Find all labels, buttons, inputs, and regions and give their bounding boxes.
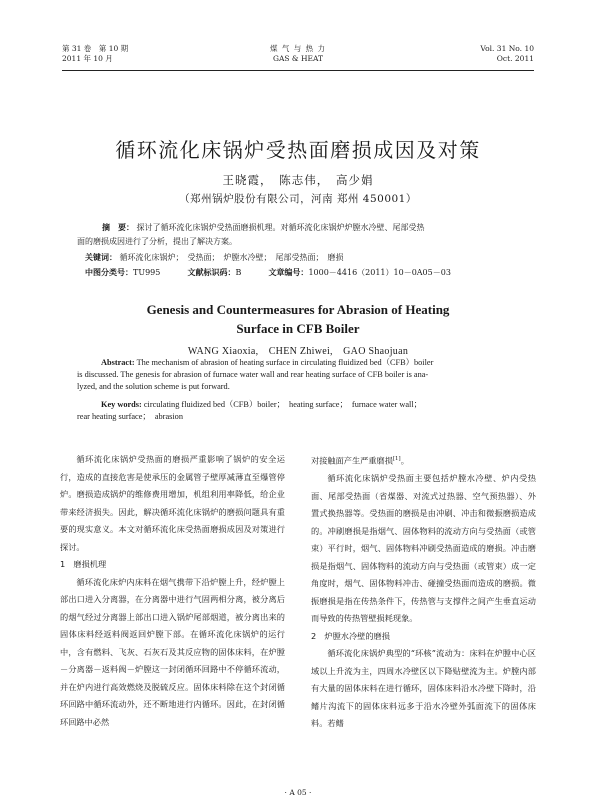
clc-value: TU995 — [133, 268, 161, 277]
keywords-en-label: Key words: — [101, 400, 142, 409]
header-right — [480, 44, 534, 64]
citation-ref: [1] — [392, 456, 401, 462]
doc-code-value: B — [235, 268, 242, 277]
keywords-cn-text: 循环流化床锅炉； 受热面； 炉膛水冷壁； 尾部受热面； 磨损 — [119, 253, 344, 262]
date-cn: 2011 年 10 月 — [62, 54, 113, 63]
body-paragraph: 循环流化床炉内床料在烟气携带下沿炉膛上升，经炉膛上部出口进入分离器，在分离器中进行气固两相分离，被分离后的烟气经过分离器上部出口进入锅炉尾部烟道，被分离出来的固体床料经返料阀返回炉膛下部。在循环流化床锅炉的运行中，含有燃料、飞灰、石灰石及其反应物的固体床料，在炉膛－分离器－返料阀－炉膛这一封闭循环回路中不停循环流动，并在炉内进行高效燃烧及脱硫反应。固体床料除在这个封闭循环回路中循环流动外，还不断地进行内循环。因此，在封闭循环回路中必然 — [60, 576, 285, 727]
volume-issue-en: Vol. 31 No. 10 — [480, 44, 534, 53]
section-heading-1: 1 磨损机理 — [60, 559, 107, 569]
title-cn: 循环流化床锅炉受热面磨损成因及对策 — [115, 138, 481, 162]
abstract-cn-text2: 面的磨损成因进行了分析，提出了解决方案。 — [77, 237, 237, 246]
abstract-en-label: Abstract: — [101, 358, 135, 367]
abstract-en-line2: is discussed. The genesis for abrasion of furnace water wall and rear heating surface of CFB boiler is ana- — [77, 370, 429, 379]
body-paragraph: 循环流化床锅炉受热面的磨损严重影响了锅炉的安全运行，造成的直接危害是使承压的金属管子壁厚减薄直至爆管停炉。磨损造成锅炉的维修费用增加，机组利用率降低，给企业带来经济损失。因此，解决循环流化床锅炉的磨损问题具有重要的现实意义。本文对循环流化床受热面磨损成因及对策进行探讨。 — [60, 454, 285, 552]
header-rule — [62, 70, 534, 71]
title-en-line1: Genesis and Countermeasures for Abrasion of Heating — [146, 302, 450, 317]
body-column-left — [60, 451, 285, 731]
date-en: Oct. 2011 — [496, 54, 534, 63]
body-column-right — [311, 451, 536, 733]
abstract-en-line3: lyzed, and the solution scheme is put forward. — [77, 382, 230, 391]
journal-name-cn: 煤 气 与 热 力 — [269, 44, 327, 53]
title-en-line2: Surface in CFB Boiler — [236, 321, 360, 336]
doc-code-label: 文献标识码： — [187, 268, 236, 277]
keywords-cn — [85, 252, 515, 264]
article-no-label: 文章编号： — [268, 268, 309, 277]
keywords-en-line2: rear heating surface； abrasion — [77, 412, 183, 421]
abstract-cn-text1: 探讨了循环流化床锅炉受热面磨损机理。对循环流化床锅炉炉膛水冷壁、尾部受热 — [136, 223, 425, 232]
abstract-cn-line1 — [102, 222, 496, 234]
abstract-cn-label: 摘 要： — [102, 223, 134, 232]
section-heading-2: 2 炉膛水冷壁的磨损 — [311, 630, 390, 641]
abstract-en-text1: The mechanism of abrasion of heating surface in circulating fluidized bed（CFB）boiler — [136, 358, 434, 367]
abstract-en-line1 — [101, 357, 521, 369]
authors-en: WANG Xiaoxia, CHEN Zhiwei, GAO Shaojuan — [187, 346, 409, 357]
body-paragraph: 循环流化床锅炉典型的“环核”流动为：床料在炉膛中心区域以上升流为主，四周水冷壁区以下降贴壁流为主。炉膛内部有大量的固体床料在进行循环，固体床料沿水冷壁下降时，沿鳍片沟流下的固体床料远多于沿水冷壁外弧面流下的固体床料。若鳍 — [311, 648, 536, 729]
volume-issue-cn: 第 31 卷 第 10 期 — [62, 44, 129, 53]
authors-cn: 王晓霞， 陈志伟， 高少娟 — [222, 173, 374, 187]
page-number: · A 05 · — [284, 788, 312, 797]
abstract-cn-line2 — [77, 236, 471, 248]
continued-text: 对接触面产生严重磨损 — [311, 455, 393, 466]
body-paragraph-continued: 对接触面产生严重磨损[1]。 — [311, 455, 409, 466]
classification-line — [85, 267, 525, 279]
clc-label: 中图分类号： — [85, 268, 133, 277]
keywords-cn-label: 关键词： — [85, 253, 117, 262]
body-paragraph: 循环流化床锅炉受热面主要包括炉膛水冷壁、炉内受热面、尾部受热面（省煤器、对流式过热器、空气预热器）、外置式换热器等。受热面的磨损是由冲刷、冲击和微振磨损造成的。冲刷磨损是指烟气、固体物料的流动方向与受热面（或管束）平行时，烟气、固体物料冲刷受热面造成的磨损。冲击磨损是指烟气、固体物料的流动方向与受热面（或管束）成一定角度时，烟气、固体物料冲击、碰撞受热面而造成的磨损。微振磨损是指在传热条件下，传热管与支撑件之间产生垂直运动而导致的传热管壁损耗现象。 — [311, 473, 536, 624]
affiliation-cn: （郑州锅炉股份有限公司，河南 郑州 450001） — [179, 193, 417, 205]
journal-name-en: GAS & HEAT — [272, 54, 323, 63]
keywords-en-text1: circulating fluidized bed（CFB）boiler； heating surface； furnace water wall； — [143, 400, 422, 409]
keywords-en-line1 — [101, 399, 521, 411]
article-no-value: 1000－4416（2011）10－0A05－03 — [308, 268, 451, 277]
